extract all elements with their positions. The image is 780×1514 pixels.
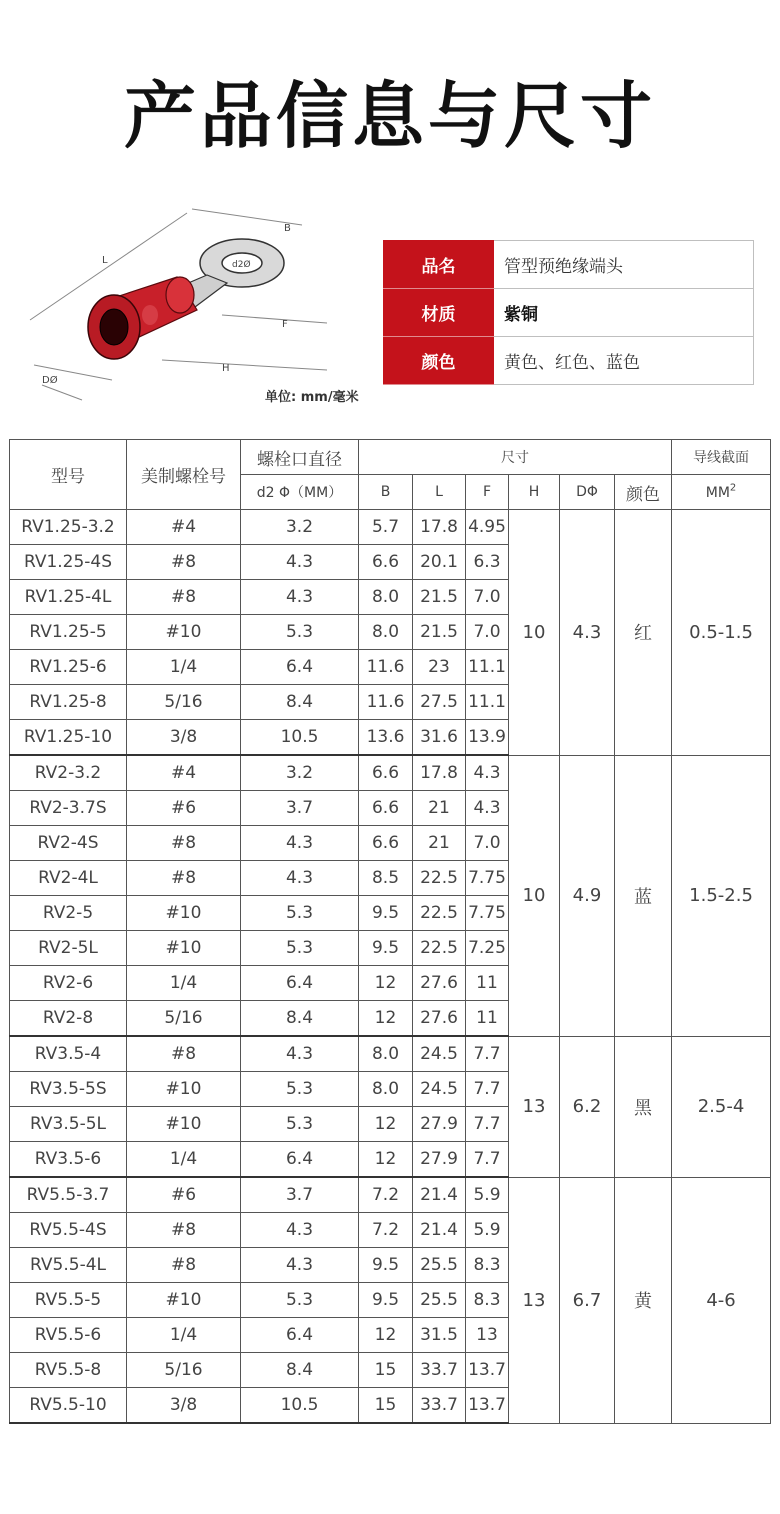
cell-h: 13 xyxy=(509,1036,560,1177)
cell-f: 7.0 xyxy=(466,826,509,861)
cell-bolt-dia: 5.3 xyxy=(241,896,359,931)
cell-model: RV2-8 xyxy=(10,1001,127,1037)
cell-model: RV5.5-5 xyxy=(10,1283,127,1318)
cell-f: 7.0 xyxy=(466,580,509,615)
cell-model: RV5.5-8 xyxy=(10,1353,127,1388)
cell-l: 22.5 xyxy=(413,896,466,931)
cell-b: 9.5 xyxy=(359,931,413,966)
cell-b: 12 xyxy=(359,1001,413,1037)
header-f: F xyxy=(466,475,509,510)
dim-label-l: L xyxy=(102,255,108,266)
cell-l: 33.7 xyxy=(413,1353,466,1388)
cell-b: 15 xyxy=(359,1353,413,1388)
cell-h: 13 xyxy=(509,1177,560,1423)
cell-b: 6.6 xyxy=(359,545,413,580)
cell-model: RV5.5-6 xyxy=(10,1318,127,1353)
cell-bolt-dia: 5.3 xyxy=(241,615,359,650)
cell-b: 6.6 xyxy=(359,791,413,826)
cell-b: 8.0 xyxy=(359,580,413,615)
cell-l: 25.5 xyxy=(413,1283,466,1318)
page-title: 产品信息与尺寸 xyxy=(123,74,656,158)
header-model: 型号 xyxy=(10,440,127,510)
cell-f: 11 xyxy=(466,1001,509,1037)
cell-f: 8.3 xyxy=(466,1283,509,1318)
cell-us-bolt: #8 xyxy=(127,580,241,615)
table-row xyxy=(10,1177,771,1213)
cell-f: 11.1 xyxy=(466,650,509,685)
cell-f: 5.9 xyxy=(466,1177,509,1213)
cell-l: 17.8 xyxy=(413,755,466,791)
cell-model: RV2-6 xyxy=(10,966,127,1001)
cell-l: 27.9 xyxy=(413,1142,466,1178)
cell-f: 13 xyxy=(466,1318,509,1353)
cell-us-bolt: #10 xyxy=(127,1107,241,1142)
cell-bolt-dia: 8.4 xyxy=(241,1353,359,1388)
info-row xyxy=(384,289,754,337)
header-b: B xyxy=(359,475,413,510)
cell-b: 12 xyxy=(359,1142,413,1178)
cell-f: 4.3 xyxy=(466,755,509,791)
cell-f: 7.75 xyxy=(466,861,509,896)
cell-model: RV1.25-5 xyxy=(10,615,127,650)
cell-f: 7.25 xyxy=(466,931,509,966)
cell-b: 5.7 xyxy=(359,510,413,545)
cell-bolt-dia: 3.2 xyxy=(241,755,359,791)
cell-b: 8.0 xyxy=(359,615,413,650)
info-key: 颜色 xyxy=(384,337,494,385)
cell-model: RV2-5 xyxy=(10,896,127,931)
header-color: 颜色 xyxy=(615,475,672,510)
cell-model: RV3.5-5L xyxy=(10,1107,127,1142)
cell-b: 11.6 xyxy=(359,685,413,720)
cell-l: 21.5 xyxy=(413,615,466,650)
header-size: 尺寸 xyxy=(359,440,672,475)
cell-l: 17.8 xyxy=(413,510,466,545)
cell-bolt-dia: 4.3 xyxy=(241,1248,359,1283)
cell-l: 21 xyxy=(413,791,466,826)
cell-us-bolt: 5/16 xyxy=(127,1353,241,1388)
cell-f: 11.1 xyxy=(466,685,509,720)
cell-l: 24.5 xyxy=(413,1036,466,1072)
cell-color: 红 xyxy=(615,510,672,756)
cell-model: RV1.25-4S xyxy=(10,545,127,580)
cell-bolt-dia: 10.5 xyxy=(241,1388,359,1424)
info-key: 材质 xyxy=(384,289,494,337)
cell-b: 15 xyxy=(359,1388,413,1424)
cell-us-bolt: #10 xyxy=(127,1283,241,1318)
cell-bolt-dia: 5.3 xyxy=(241,1107,359,1142)
cell-h: 10 xyxy=(509,510,560,756)
cell-b: 13.6 xyxy=(359,720,413,756)
info-row xyxy=(384,241,754,289)
dim-label-d2: d2Ø xyxy=(232,260,251,270)
cell-bolt-dia: 6.4 xyxy=(241,966,359,1001)
header-wire-unit: $MM^2$ xyxy=(672,475,771,510)
cell-bolt-dia: 5.3 xyxy=(241,1072,359,1107)
cell-f: 13.7 xyxy=(466,1353,509,1388)
cell-model: RV5.5-3.7 xyxy=(10,1177,127,1213)
cell-color: 黄 xyxy=(615,1177,672,1423)
dim-label-b: B xyxy=(284,223,291,234)
header-l: L xyxy=(413,475,466,510)
cell-model: RV5.5-10 xyxy=(10,1388,127,1424)
cell-b: 12 xyxy=(359,1107,413,1142)
cell-us-bolt: 1/4 xyxy=(127,1142,241,1178)
dim-label-f: F xyxy=(282,319,288,330)
header-wire: 导线截面 xyxy=(672,440,771,475)
cell-wire: 1.5-2.5 xyxy=(672,755,771,1036)
info-row xyxy=(384,337,754,385)
cell-f: 6.3 xyxy=(466,545,509,580)
cell-l: 20.1 xyxy=(413,545,466,580)
header-bolt-dia: 螺栓口直径 xyxy=(241,440,359,475)
cell-bolt-dia: 3.7 xyxy=(241,1177,359,1213)
cell-us-bolt: #8 xyxy=(127,826,241,861)
cell-b: 11.6 xyxy=(359,650,413,685)
header-us-bolt: 美制螺栓号 xyxy=(127,440,241,510)
cell-bolt-dia: 3.2 xyxy=(241,510,359,545)
cell-l: 24.5 xyxy=(413,1072,466,1107)
cell-us-bolt: #8 xyxy=(127,545,241,580)
cell-bolt-dia: 10.5 xyxy=(241,720,359,756)
info-value: 紫铜 xyxy=(494,289,754,337)
cell-us-bolt: #8 xyxy=(127,861,241,896)
cell-model: RV2-3.7S xyxy=(10,791,127,826)
cell-model: RV2-3.2 xyxy=(10,755,127,791)
cell-us-bolt: 5/16 xyxy=(127,685,241,720)
cell-us-bolt: #4 xyxy=(127,510,241,545)
cell-f: 4.95 xyxy=(466,510,509,545)
cell-b: 9.5 xyxy=(359,1283,413,1318)
cell-us-bolt: #8 xyxy=(127,1248,241,1283)
cell-f: 7.7 xyxy=(466,1036,509,1072)
cell-b: 8.0 xyxy=(359,1036,413,1072)
cell-bolt-dia: 4.3 xyxy=(241,1036,359,1072)
cell-b: 6.6 xyxy=(359,826,413,861)
insulated-sleeve xyxy=(88,277,197,359)
cell-model: RV5.5-4L xyxy=(10,1248,127,1283)
cell-l: 21.4 xyxy=(413,1177,466,1213)
table-row xyxy=(10,755,771,791)
cell-h: 10 xyxy=(509,755,560,1036)
cell-bolt-dia: 3.7 xyxy=(241,791,359,826)
cell-model: RV3.5-4 xyxy=(10,1036,127,1072)
cell-l: 23 xyxy=(413,650,466,685)
cell-d: 6.7 xyxy=(560,1177,615,1423)
product-info-table xyxy=(383,240,754,385)
cell-b: 7.2 xyxy=(359,1177,413,1213)
cell-bolt-dia: 6.4 xyxy=(241,1318,359,1353)
cell-model: RV1.25-3.2 xyxy=(10,510,127,545)
cell-b: 6.6 xyxy=(359,755,413,791)
cell-us-bolt: 5/16 xyxy=(127,1001,241,1037)
header-bolt-dia-sub: d2 Φ（MM） xyxy=(241,475,359,510)
cell-f: 4.3 xyxy=(466,791,509,826)
cell-l: 21 xyxy=(413,826,466,861)
cell-model: RV1.25-8 xyxy=(10,685,127,720)
cell-bolt-dia: 8.4 xyxy=(241,1001,359,1037)
table-row xyxy=(10,510,771,545)
cell-f: 7.75 xyxy=(466,896,509,931)
cell-bolt-dia: 8.4 xyxy=(241,685,359,720)
cell-model: RV2-4L xyxy=(10,861,127,896)
cell-l: 33.7 xyxy=(413,1388,466,1424)
cell-f: 13.7 xyxy=(466,1388,509,1424)
cell-b: 7.2 xyxy=(359,1213,413,1248)
cell-model: RV2-5L xyxy=(10,931,127,966)
cell-wire: 2.5-4 xyxy=(672,1036,771,1177)
cell-us-bolt: #8 xyxy=(127,1213,241,1248)
cell-l: 21.5 xyxy=(413,580,466,615)
cell-us-bolt: #10 xyxy=(127,1072,241,1107)
cell-bolt-dia: 4.3 xyxy=(241,1213,359,1248)
cell-model: RV2-4S xyxy=(10,826,127,861)
cell-b: 8.5 xyxy=(359,861,413,896)
cell-l: 25.5 xyxy=(413,1248,466,1283)
cell-l: 27.6 xyxy=(413,966,466,1001)
cell-b: 9.5 xyxy=(359,896,413,931)
cell-bolt-dia: 5.3 xyxy=(241,1283,359,1318)
cell-model: RV3.5-5S xyxy=(10,1072,127,1107)
cell-model: RV3.5-6 xyxy=(10,1142,127,1178)
cell-f: 13.9 xyxy=(466,720,509,756)
cell-us-bolt: 1/4 xyxy=(127,650,241,685)
cell-f: 11 xyxy=(466,966,509,1001)
cell-f: 8.3 xyxy=(466,1248,509,1283)
cell-f: 7.0 xyxy=(466,615,509,650)
cell-us-bolt: #10 xyxy=(127,931,241,966)
cell-f: 5.9 xyxy=(466,1213,509,1248)
cell-wire: 4-6 xyxy=(672,1177,771,1423)
cell-model: RV5.5-4S xyxy=(10,1213,127,1248)
cell-us-bolt: #10 xyxy=(127,896,241,931)
cell-color: 黑 xyxy=(615,1036,672,1177)
info-value: 黄色、红色、蓝色 xyxy=(494,337,754,385)
cell-l: 31.5 xyxy=(413,1318,466,1353)
cell-d: 6.2 xyxy=(560,1036,615,1177)
table-row xyxy=(10,1036,771,1072)
cell-wire: 0.5-1.5 xyxy=(672,510,771,756)
cell-us-bolt: 3/8 xyxy=(127,720,241,756)
cell-bolt-dia: 6.4 xyxy=(241,650,359,685)
cell-us-bolt: #8 xyxy=(127,1036,241,1072)
cell-color: 蓝 xyxy=(615,755,672,1036)
header-h: H xyxy=(509,475,560,510)
cell-f: 7.7 xyxy=(466,1142,509,1178)
dim-label-h: H xyxy=(222,363,230,374)
dim-label-d: DØ xyxy=(42,375,58,386)
cell-us-bolt: #10 xyxy=(127,615,241,650)
cell-b: 9.5 xyxy=(359,1248,413,1283)
cell-l: 22.5 xyxy=(413,861,466,896)
cell-f: 7.7 xyxy=(466,1107,509,1142)
cell-us-bolt: #6 xyxy=(127,1177,241,1213)
cell-l: 22.5 xyxy=(413,931,466,966)
cell-model: RV1.25-10 xyxy=(10,720,127,756)
ring-terminal-diagram xyxy=(22,205,367,405)
cell-bolt-dia: 6.4 xyxy=(241,1142,359,1178)
cell-us-bolt: #4 xyxy=(127,755,241,791)
cell-bolt-dia: 4.3 xyxy=(241,826,359,861)
info-value: 管型预绝缘端头 xyxy=(494,241,754,289)
cell-bolt-dia: 5.3 xyxy=(241,931,359,966)
cell-b: 8.0 xyxy=(359,1072,413,1107)
cell-l: 21.4 xyxy=(413,1213,466,1248)
cell-l: 27.9 xyxy=(413,1107,466,1142)
cell-b: 12 xyxy=(359,966,413,1001)
cell-l: 27.6 xyxy=(413,1001,466,1037)
cell-f: 7.7 xyxy=(466,1072,509,1107)
spec-table xyxy=(9,439,771,1424)
info-key: 品名 xyxy=(384,241,494,289)
cell-d: 4.3 xyxy=(560,510,615,756)
header-d: DΦ xyxy=(560,475,615,510)
cell-bolt-dia: 4.3 xyxy=(241,861,359,896)
unit-note: 单位: mm/毫米 xyxy=(265,390,359,405)
cell-us-bolt: #6 xyxy=(127,791,241,826)
cell-b: 12 xyxy=(359,1318,413,1353)
cell-d: 4.9 xyxy=(560,755,615,1036)
cell-bolt-dia: 4.3 xyxy=(241,545,359,580)
cell-l: 31.6 xyxy=(413,720,466,756)
cell-bolt-dia: 4.3 xyxy=(241,580,359,615)
cell-model: RV1.25-6 xyxy=(10,650,127,685)
cell-us-bolt: 1/4 xyxy=(127,966,241,1001)
cell-l: 27.5 xyxy=(413,685,466,720)
cell-model: RV1.25-4L xyxy=(10,580,127,615)
cell-us-bolt: 3/8 xyxy=(127,1388,241,1424)
cell-us-bolt: 1/4 xyxy=(127,1318,241,1353)
